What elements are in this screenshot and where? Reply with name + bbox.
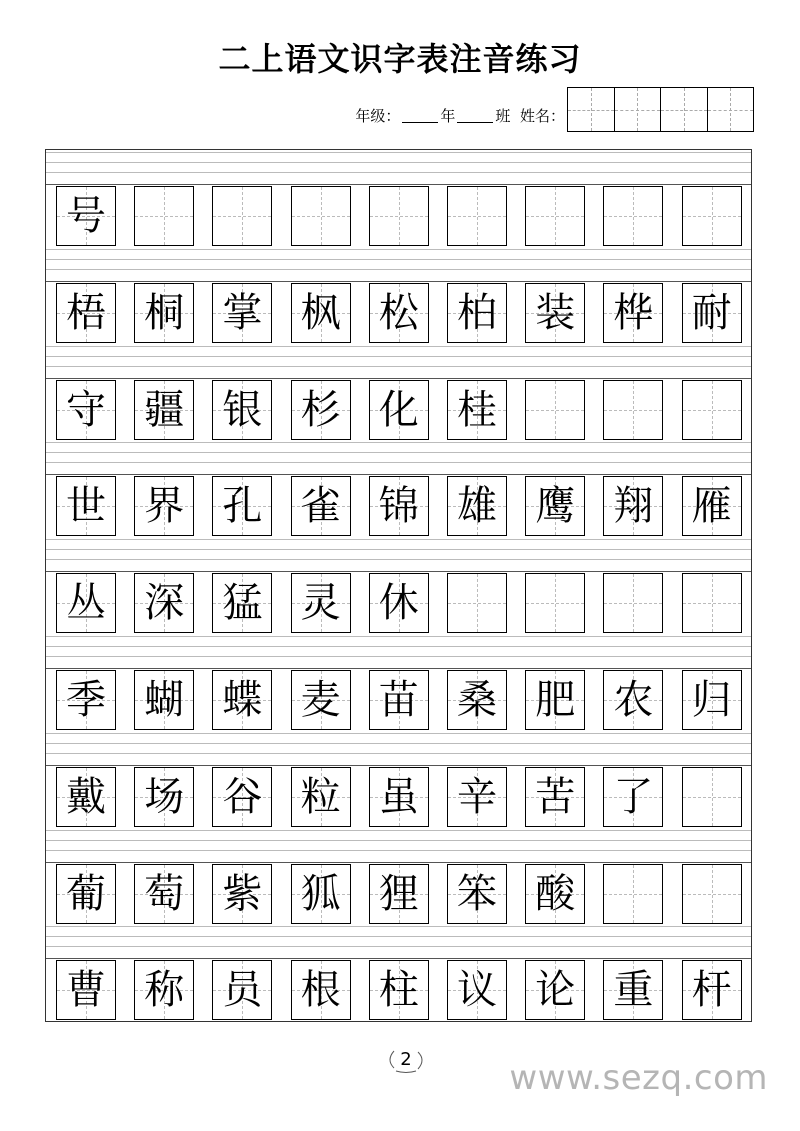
character-text: 雀 (300, 483, 341, 530)
character-text (604, 865, 662, 923)
character-cell[interactable] (291, 380, 351, 440)
character-cell[interactable] (134, 670, 194, 730)
class-label: 班 (495, 107, 511, 125)
character-cell[interactable] (682, 380, 742, 440)
character-text: 守 (66, 386, 106, 433)
character-text: 松 (378, 289, 419, 336)
character-cell[interactable] (682, 476, 742, 536)
character-text: 化 (378, 386, 419, 433)
character-cell[interactable] (212, 476, 272, 536)
character-text: 了 (613, 773, 654, 820)
character-text: 桑 (457, 677, 497, 723)
character-cell[interactable] (369, 380, 429, 440)
name-box[interactable] (708, 88, 754, 131)
character-cell[interactable] (56, 186, 116, 246)
character-cell[interactable] (525, 476, 585, 536)
character-text: 柱 (378, 967, 419, 1014)
character-text: 农 (613, 677, 654, 723)
character-cell[interactable] (525, 186, 585, 246)
name-box[interactable] (661, 88, 708, 131)
character-text (683, 574, 741, 632)
character-cell[interactable] (212, 283, 272, 343)
character-cell[interactable] (56, 573, 116, 633)
character-cell[interactable] (525, 670, 585, 730)
name-box[interactable] (568, 88, 615, 131)
pinyin-lines[interactable] (46, 150, 751, 186)
character-cell[interactable] (369, 186, 429, 246)
character-text: 苦 (535, 773, 576, 820)
character-text: 深 (144, 580, 185, 627)
character-text: 雄 (457, 483, 497, 530)
character-text: 狸 (378, 870, 419, 917)
character-text: 狐 (300, 870, 341, 917)
character-text: 萄 (144, 870, 185, 917)
character-text (683, 865, 741, 923)
character-cell[interactable] (603, 960, 663, 1020)
character-text: 雁 (691, 483, 732, 530)
character-cell[interactable] (603, 670, 663, 730)
character-cell[interactable] (447, 283, 507, 343)
character-text: 鹰 (535, 483, 576, 530)
character-cell[interactable] (525, 380, 585, 440)
character-cell[interactable] (525, 767, 585, 827)
character-text: 紫 (222, 870, 263, 917)
character-text: 员 (222, 967, 263, 1014)
character-cell[interactable] (56, 380, 116, 440)
character-text: 议 (457, 967, 497, 1014)
character-cell[interactable] (682, 767, 742, 827)
character-text: 蝴 (144, 677, 185, 723)
page-title: 二上语文识字表注音练习 (218, 40, 582, 78)
character-cell[interactable] (447, 380, 507, 440)
character-text: 猛 (222, 580, 263, 627)
character-cell[interactable] (369, 960, 429, 1020)
character-cell[interactable] (291, 283, 351, 343)
character-cell[interactable] (134, 380, 194, 440)
character-cell[interactable] (369, 670, 429, 730)
character-cell[interactable] (56, 960, 116, 1020)
character-text: 曹 (66, 967, 106, 1014)
character-cell[interactable] (447, 767, 507, 827)
character-cell[interactable] (212, 767, 272, 827)
character-cell[interactable] (56, 670, 116, 730)
character-cell[interactable] (603, 283, 663, 343)
practice-row (46, 634, 751, 730)
year-label: 年 (440, 107, 456, 125)
character-text (370, 187, 428, 245)
practice-row (46, 828, 751, 924)
pinyin-lines[interactable] (46, 731, 751, 767)
character-text: 根 (300, 967, 341, 1014)
character-cell[interactable] (291, 573, 351, 633)
character-cell[interactable] (447, 476, 507, 536)
practice-row (46, 344, 751, 440)
character-cell[interactable] (369, 476, 429, 536)
character-text: 翔 (613, 483, 654, 530)
character-cell[interactable] (603, 380, 663, 440)
character-text: 梧 (66, 289, 106, 336)
character-cell[interactable] (134, 283, 194, 343)
character-text: 重 (613, 967, 654, 1014)
practice-row (46, 731, 751, 827)
practice-sheet (45, 149, 752, 1022)
character-cell[interactable] (56, 864, 116, 924)
character-text: 酸 (535, 870, 576, 917)
character-cell[interactable] (682, 670, 742, 730)
character-text: 银 (222, 386, 263, 433)
page-number-ornament (384, 1046, 428, 1074)
character-text (683, 768, 741, 826)
practice-row (46, 150, 751, 246)
page-number (384, 1046, 428, 1074)
pinyin-lines[interactable] (46, 247, 751, 283)
character-text (448, 187, 506, 245)
pinyin-lines[interactable] (46, 344, 751, 380)
character-cell[interactable] (603, 186, 663, 246)
character-cell[interactable] (369, 283, 429, 343)
character-text: 蝶 (222, 677, 263, 723)
character-text: 辛 (457, 773, 497, 820)
character-text (526, 574, 584, 632)
character-cell[interactable] (134, 573, 194, 633)
character-text: 论 (535, 967, 576, 1014)
character-cell[interactable] (291, 767, 351, 827)
character-text: 麦 (300, 677, 341, 723)
character-cell[interactable] (525, 283, 585, 343)
character-text (604, 187, 662, 245)
character-cell[interactable] (134, 476, 194, 536)
pinyin-lines[interactable] (46, 828, 751, 864)
character-text (683, 187, 741, 245)
character-cell[interactable] (603, 476, 663, 536)
pinyin-lines[interactable] (46, 440, 751, 476)
character-cell[interactable] (525, 960, 585, 1020)
character-text: 粒 (300, 773, 341, 820)
watermark: www.sezq.com (509, 1058, 768, 1098)
character-cell[interactable] (212, 380, 272, 440)
character-text: 虽 (378, 773, 419, 820)
grade-label: 年级： (355, 107, 401, 125)
character-text (292, 187, 350, 245)
character-text (448, 574, 506, 632)
character-cell[interactable] (447, 960, 507, 1020)
character-text: 休 (378, 580, 419, 627)
name-label: 姓名： (519, 107, 565, 125)
character-text (526, 381, 584, 439)
character-cell[interactable] (212, 670, 272, 730)
character-text: 笨 (457, 870, 497, 917)
character-cell[interactable] (447, 864, 507, 924)
character-text: 桂 (457, 386, 497, 433)
character-text: 枫 (300, 289, 341, 336)
character-cell[interactable] (212, 186, 272, 246)
character-text: 肥 (535, 677, 576, 723)
character-cell[interactable] (56, 476, 116, 536)
character-text: 场 (144, 773, 185, 820)
character-text: 柏 (457, 289, 497, 336)
character-cell[interactable] (525, 573, 585, 633)
character-cell[interactable] (291, 864, 351, 924)
character-cell[interactable] (134, 767, 194, 827)
character-cell[interactable] (603, 573, 663, 633)
student-info (0, 105, 565, 126)
character-cell[interactable] (291, 960, 351, 1020)
character-text: 称 (144, 967, 185, 1014)
character-text (604, 381, 662, 439)
character-cell[interactable] (291, 186, 351, 246)
practice-row (46, 537, 751, 633)
character-text: 锦 (378, 483, 419, 530)
character-text: 耐 (691, 289, 732, 336)
character-text: 界 (144, 483, 185, 530)
character-text: 灵 (300, 580, 341, 627)
character-cell[interactable] (682, 864, 742, 924)
character-cell[interactable] (447, 186, 507, 246)
character-text: 杆 (691, 967, 732, 1014)
character-text: 苗 (378, 677, 419, 723)
character-text: 号 (66, 193, 106, 239)
practice-row (46, 924, 751, 1020)
character-text: 谷 (222, 773, 263, 820)
character-cell[interactable] (369, 864, 429, 924)
character-text: 桐 (144, 289, 185, 336)
character-text: 世 (66, 483, 106, 530)
character-cell[interactable] (447, 670, 507, 730)
character-text: 装 (535, 289, 576, 336)
character-text (683, 381, 741, 439)
pinyin-lines[interactable] (46, 537, 751, 573)
character-cell[interactable] (212, 960, 272, 1020)
character-text (526, 187, 584, 245)
character-text: 桦 (613, 289, 654, 336)
name-writing-boxes (567, 87, 754, 132)
class-blank[interactable] (457, 108, 493, 123)
character-cell[interactable] (134, 186, 194, 246)
character-cell[interactable] (212, 864, 272, 924)
character-cell[interactable] (134, 960, 194, 1020)
character-text: 归 (691, 677, 732, 723)
character-text: 丛 (66, 580, 106, 627)
character-text (213, 187, 271, 245)
character-text (604, 574, 662, 632)
character-cell[interactable] (603, 864, 663, 924)
character-cell[interactable] (447, 573, 507, 633)
practice-row (46, 247, 751, 343)
character-text: 戴 (66, 773, 106, 820)
character-cell[interactable] (369, 767, 429, 827)
pinyin-lines[interactable] (46, 924, 751, 960)
character-text (135, 187, 193, 245)
practice-row (46, 440, 751, 536)
character-text: 季 (66, 677, 106, 723)
character-cell[interactable] (682, 283, 742, 343)
character-cell[interactable] (682, 186, 742, 246)
character-text: 疆 (144, 386, 185, 433)
grade-year-blank[interactable] (402, 108, 438, 123)
character-cell[interactable] (682, 573, 742, 633)
character-text: 葡 (66, 870, 106, 917)
character-cell[interactable] (212, 573, 272, 633)
character-text: 孔 (222, 483, 263, 530)
character-cell[interactable] (682, 960, 742, 1020)
character-cell[interactable] (56, 283, 116, 343)
character-cell[interactable] (56, 767, 116, 827)
page-number-text: 2 (400, 1049, 412, 1070)
character-cell[interactable] (291, 670, 351, 730)
character-cell[interactable] (134, 864, 194, 924)
character-cell[interactable] (291, 476, 351, 536)
pinyin-lines[interactable] (46, 634, 751, 670)
character-cell[interactable] (603, 767, 663, 827)
name-box[interactable] (615, 88, 662, 131)
character-text: 掌 (222, 289, 263, 336)
character-cell[interactable] (525, 864, 585, 924)
character-cell[interactable] (369, 573, 429, 633)
character-text: 杉 (300, 386, 341, 433)
